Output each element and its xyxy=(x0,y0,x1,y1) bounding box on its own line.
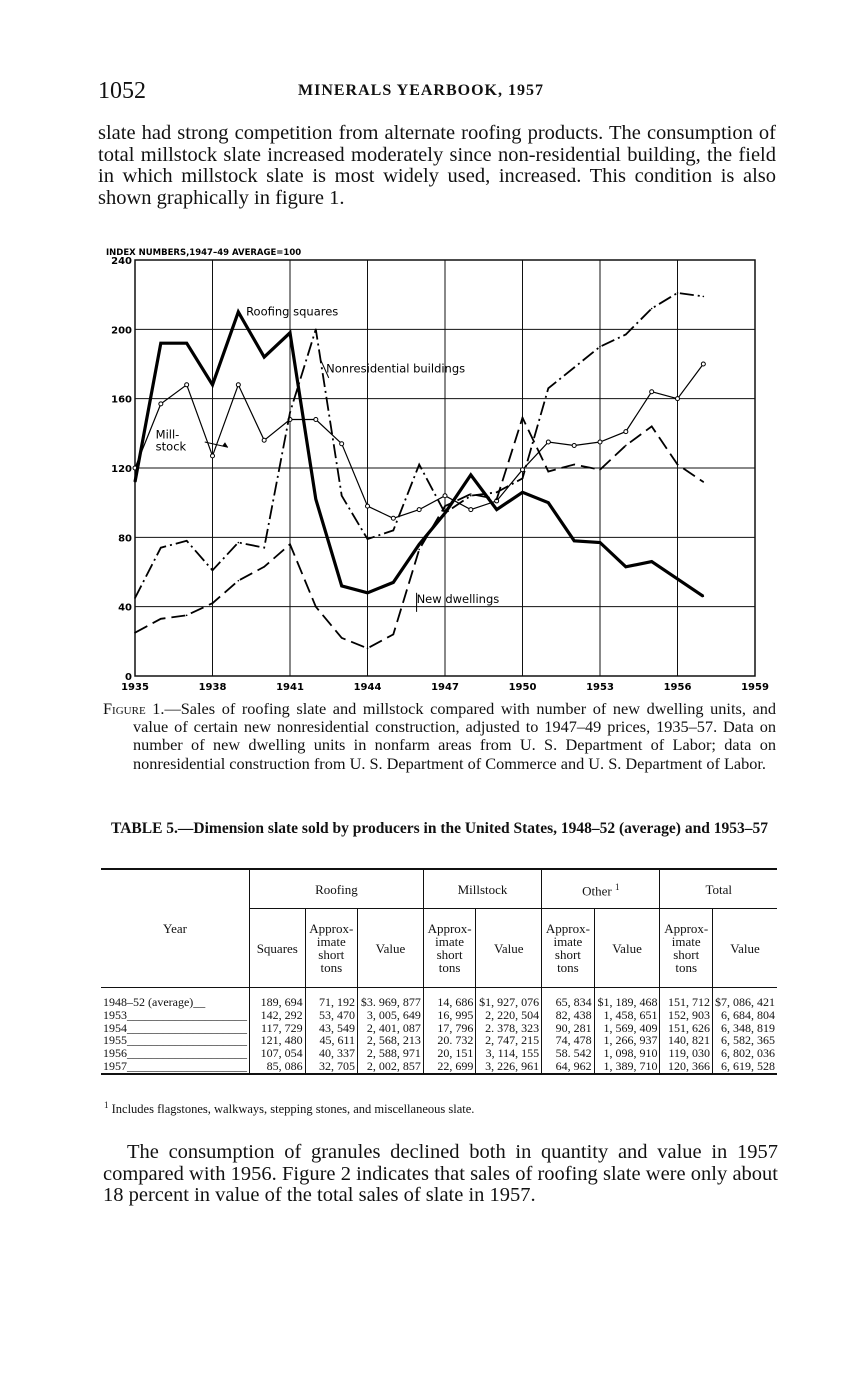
data-point-roofing-squares xyxy=(470,474,472,476)
data-point-millstock xyxy=(159,402,163,406)
total-tons-header: Approx- imate short tons xyxy=(660,909,713,988)
annotation-millstock-1: Mill- xyxy=(155,427,180,442)
table-row: 1954____________________ 117, 729 43, 549 2, 401, 087 17, 796 2. 378, 323 90, 281 1, 569, 409 151, 626 6, 348, 819 xyxy=(103,1020,775,1035)
table-row: 1956____________________ 107, 054 40, 337 2, 588, 971 20, 151 3, 114, 155 58. 542 1, 098, 910 119, 030 6, 802, 036 xyxy=(103,1046,775,1061)
x-tick-label: 1938 xyxy=(198,682,227,693)
data-point-millstock xyxy=(676,397,680,401)
data-point-nonresidential-buildings xyxy=(677,292,679,294)
annotation-new-dwellings: New dwellings xyxy=(416,592,500,607)
y-tick-label: 120 xyxy=(111,464,132,475)
data-point-millstock xyxy=(340,442,344,446)
data-point-roofing-squares xyxy=(289,332,291,334)
other-group-label: Other xyxy=(582,883,612,899)
data-point-millstock xyxy=(314,417,318,421)
data-point-millstock xyxy=(701,362,705,366)
other-group-header xyxy=(542,869,660,909)
data-point-millstock xyxy=(366,504,370,508)
data-point-nonresidential-buildings xyxy=(393,530,395,532)
data-point-roofing-squares xyxy=(444,512,446,514)
data-point-new-dwellings xyxy=(238,580,240,582)
data-point-roofing-squares xyxy=(238,311,240,313)
data-point-roofing-squares xyxy=(393,582,395,584)
squares-header: Squares xyxy=(250,909,306,988)
data-point-new-dwellings xyxy=(599,469,601,471)
data-point-roofing-squares xyxy=(418,543,420,545)
data-point-nonresidential-buildings xyxy=(496,491,498,493)
data-point-millstock xyxy=(417,508,421,512)
y-tick-label: 160 xyxy=(111,394,132,406)
data-point-roofing-squares xyxy=(134,481,136,483)
slate-table xyxy=(101,868,777,1075)
figure-1-chart xyxy=(100,240,770,695)
y-tick-label: 40 xyxy=(118,602,132,614)
page-number: 1052 xyxy=(98,78,146,104)
data-point-roofing-squares xyxy=(341,585,343,587)
data-point-millstock xyxy=(443,494,447,498)
millstock-group-header: Millstock xyxy=(423,869,541,909)
table-row: 1957____________________ 85, 086 32, 705 2, 002, 857 22, 699 3, 226, 961 64, 962 1, 389, 710 120, 366 6, 619, 528 xyxy=(103,1058,775,1073)
millstock-tons-header: Approx- imate short tons xyxy=(423,909,475,988)
annotation-roofing-squares: Roofing squares xyxy=(246,304,339,319)
data-point-new-dwellings xyxy=(315,606,317,608)
total-value-header: Value xyxy=(713,909,778,988)
table-row: 1948–52 (average)__ 189, 694 71, 192 $3. 969, 877 14, 686 $1, 927, 076 65, 834 $1, 189, 468 151, 712 $7, 086, 421 xyxy=(103,995,775,1009)
y-tick-label: 200 xyxy=(111,325,132,337)
data-point-nonresidential-buildings xyxy=(703,296,705,298)
data-point-roofing-squares xyxy=(263,356,265,358)
x-tick-label: 1947 xyxy=(431,682,459,693)
data-point-roofing-squares xyxy=(573,540,575,542)
data-point-nonresidential-buildings xyxy=(651,308,653,310)
data-point-nonresidential-buildings xyxy=(212,569,214,571)
data-point-roofing-squares xyxy=(677,578,679,580)
data-point-roofing-squares xyxy=(186,342,188,344)
data-point-millstock xyxy=(572,443,576,447)
data-point-nonresidential-buildings xyxy=(186,540,188,542)
data-point-nonresidential-buildings xyxy=(367,538,369,540)
data-point-millstock xyxy=(624,430,628,434)
other-tons-header: Approx- imate short tons xyxy=(542,909,594,988)
figure-caption-text: —Sales of roofing slate and millstock compared with number of new dwelling units, and value of certain new nonresidential construction, adjusted to 1947–49 prices, 1935–57. Data on number of new dwelling units in nonfarm areas from U. S. Department of Labor; data on nonresidential construction from U. S. Department of Commerce and U. S. Department of Labor. xyxy=(133,699,776,773)
data-point-new-dwellings xyxy=(548,471,550,473)
x-tick-label: 1959 xyxy=(741,682,769,693)
series-line-new-dwellings xyxy=(135,418,703,649)
year-header: Year xyxy=(101,869,250,988)
x-tick-label: 1941 xyxy=(276,682,304,693)
data-point-roofing-squares xyxy=(703,595,705,597)
annotation-millstock-2: stock xyxy=(155,439,187,454)
figure-label: Figure 1. xyxy=(103,699,165,718)
data-point-millstock xyxy=(236,383,240,387)
data-point-millstock xyxy=(391,516,395,520)
data-point-millstock xyxy=(262,438,266,442)
data-point-roofing-squares xyxy=(548,502,550,504)
other-value-header: Value xyxy=(594,909,660,988)
data-point-new-dwellings xyxy=(496,498,498,500)
data-point-new-dwellings xyxy=(263,566,265,568)
data-point-nonresidential-buildings xyxy=(573,367,575,369)
table-footnote xyxy=(104,1100,474,1117)
data-point-new-dwellings xyxy=(341,637,343,639)
page-header xyxy=(98,78,778,108)
y-tick-label: 0 xyxy=(125,672,132,683)
roofing-value-header: Value xyxy=(358,909,424,988)
data-point-millstock xyxy=(598,440,602,444)
data-point-new-dwellings xyxy=(522,417,524,419)
data-point-new-dwellings xyxy=(418,549,420,551)
y-axis-label: INDEX NUMBERS,1947–49 AVERAGE=100 xyxy=(106,248,302,258)
other-footnote-mark: 1 xyxy=(615,881,620,892)
data-point-millstock xyxy=(211,454,215,458)
data-point-nonresidential-buildings xyxy=(160,547,162,549)
y-tick-label: 80 xyxy=(118,533,132,545)
data-point-new-dwellings xyxy=(367,647,369,649)
data-point-new-dwellings xyxy=(289,543,291,545)
table-row: 1953____________________ 142, 292 53, 470 3, 005, 649 16, 995 2, 220, 504 82, 438 1, 458, 651 152, 903 6, 684, 804 xyxy=(103,1007,775,1022)
series-line-millstock xyxy=(135,361,703,518)
data-point-roofing-squares xyxy=(599,542,601,544)
x-tick-label: 1944 xyxy=(353,682,382,693)
data-point-nonresidential-buildings xyxy=(470,495,472,497)
data-point-millstock xyxy=(469,508,473,512)
roofing-group-header: Roofing xyxy=(250,869,424,909)
intro-paragraph: slate had strong competition from alternate roofing products. The consumption of total millstock slate increased moderately since non-residential building, the field in which millstock slate is most widely used, increased. This condition is also shown graphically in figure 1. xyxy=(98,122,776,209)
table-row: 1955____________________ 121, 480 45, 611 2, 568, 213 20. 732 2, 747, 215 74, 478 1, 266, 937 140, 821 6, 582, 365 xyxy=(103,1033,775,1048)
y-tick-label: 240 xyxy=(111,256,132,267)
x-tick-label: 1950 xyxy=(508,682,537,693)
data-point-millstock xyxy=(546,440,550,444)
data-point-roofing-squares xyxy=(651,561,653,563)
data-point-roofing-squares xyxy=(315,498,317,500)
data-point-new-dwellings xyxy=(677,464,679,466)
x-tick-label: 1953 xyxy=(586,682,614,693)
annotation-nonresidential: Nonresidential buildings xyxy=(326,361,466,376)
data-point-roofing-squares xyxy=(496,509,498,511)
figure-caption xyxy=(103,700,776,773)
data-point-new-dwellings xyxy=(393,634,395,636)
data-point-nonresidential-buildings xyxy=(599,346,601,348)
x-tick-label: 1935 xyxy=(121,682,149,693)
table-title: TABLE 5.—Dimension slate sold by producers in the United States, 1948–52 (average) and 1953–57 xyxy=(111,820,768,837)
data-point-nonresidential-buildings xyxy=(625,334,627,336)
footnote-mark: 1 xyxy=(104,1100,109,1110)
closing-paragraph: The consumption of granules declined both in quantity and value in 1957 compared with 1956. Figure 2 indicates that sales of roofing slate were only about 18 percent in value of the total sales of slate in 1957. xyxy=(103,1141,778,1206)
data-point-roofing-squares xyxy=(522,491,524,493)
data-point-new-dwellings xyxy=(134,632,136,634)
data-point-new-dwellings xyxy=(444,505,446,507)
millstock-value-header: Value xyxy=(476,909,542,988)
data-point-nonresidential-buildings xyxy=(548,387,550,389)
data-point-nonresidential-buildings xyxy=(522,478,524,480)
data-point-new-dwellings xyxy=(470,493,472,495)
data-point-nonresidential-buildings xyxy=(289,412,291,414)
data-point-new-dwellings xyxy=(703,481,705,483)
data-point-millstock xyxy=(650,390,654,394)
footnote-text: Includes flagstones, walkways, stepping stones, and miscellaneous slate. xyxy=(111,1102,475,1117)
roofing-tons-header: Approx- imate short tons xyxy=(305,909,357,988)
data-point-new-dwellings xyxy=(212,602,214,604)
data-point-new-dwellings xyxy=(651,426,653,428)
x-tick-label: 1956 xyxy=(663,682,692,693)
data-point-roofing-squares xyxy=(625,566,627,568)
data-point-roofing-squares xyxy=(367,592,369,594)
data-point-nonresidential-buildings xyxy=(238,542,240,544)
data-point-new-dwellings xyxy=(160,618,162,620)
total-group-header: Total xyxy=(660,869,777,909)
data-point-new-dwellings xyxy=(625,445,627,447)
data-point-nonresidential-buildings xyxy=(315,329,317,331)
data-point-new-dwellings xyxy=(186,615,188,617)
data-point-nonresidential-buildings xyxy=(134,597,136,599)
series-line-roofing-squares xyxy=(135,312,703,596)
data-point-roofing-squares xyxy=(160,342,162,344)
data-point-nonresidential-buildings xyxy=(418,464,420,466)
data-point-nonresidential-buildings xyxy=(341,495,343,497)
running-title: MINERALS YEARBOOK, 1957 xyxy=(298,82,544,99)
data-point-new-dwellings xyxy=(573,464,575,466)
data-point-roofing-squares xyxy=(212,384,214,386)
data-point-nonresidential-buildings xyxy=(263,547,265,549)
data-point-millstock xyxy=(185,383,189,387)
